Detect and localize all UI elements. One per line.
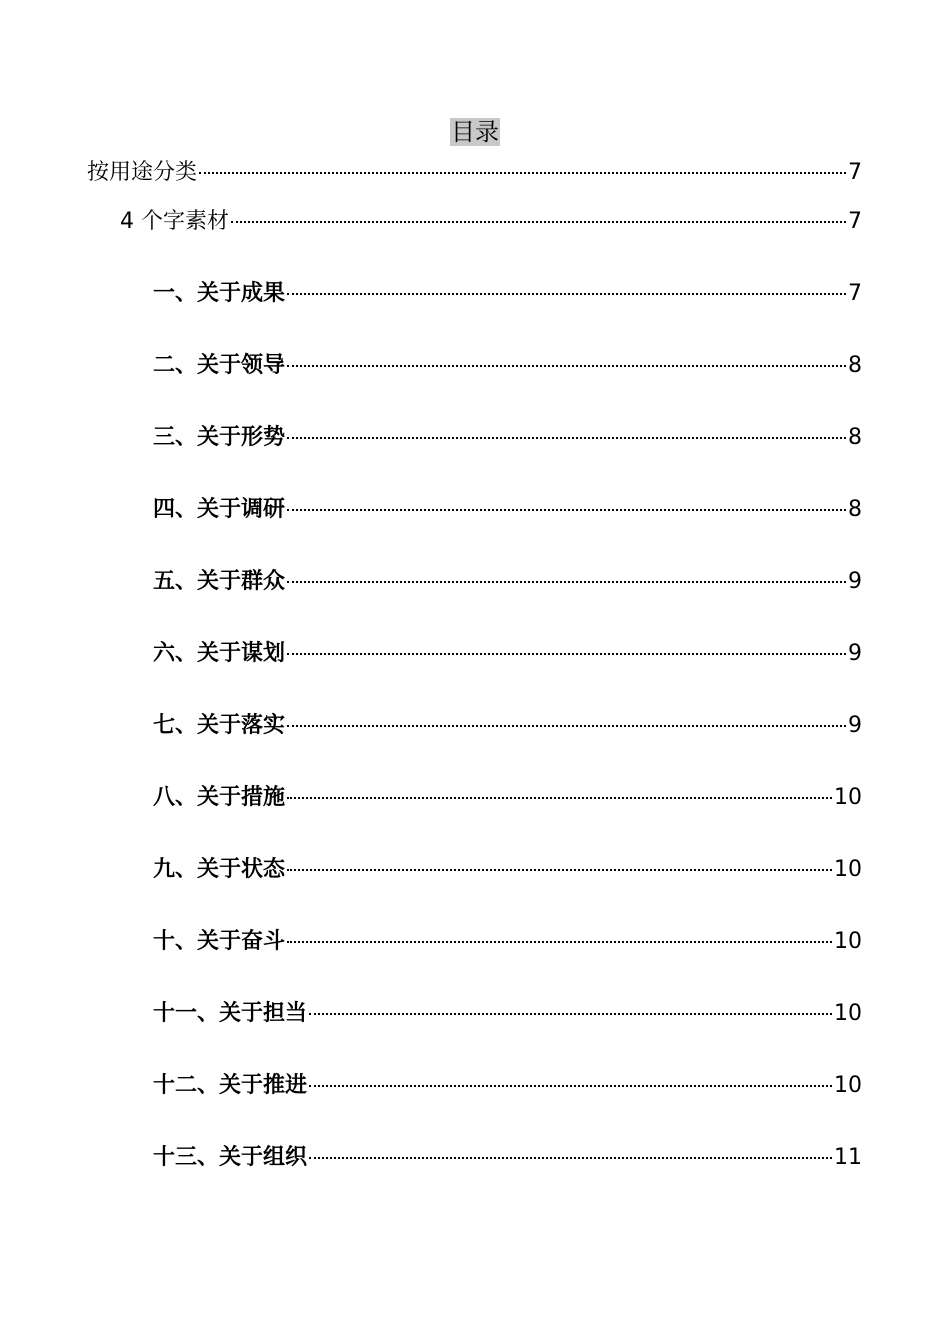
toc-entry-label: 十、关于奋斗 [153,929,286,954]
toc-entry-item[interactable] [153,495,862,525]
toc-page-number: 9 [848,713,862,738]
toc-entry-label: 一、关于成果 [153,281,286,306]
toc-title-text: 目录 [451,118,499,146]
toc-page-number: 10 [834,785,862,810]
toc-entry-item[interactable] [153,711,862,741]
toc-leader-dots [287,797,832,799]
toc-entry-category[interactable] [87,158,862,188]
toc-leader-dots [287,653,846,655]
toc-entry-label: 六、关于谋划 [153,641,286,666]
toc-entry-item[interactable] [153,1071,862,1101]
toc-page-number: 8 [848,497,862,522]
toc-title [0,116,950,148]
toc-page-number: 8 [848,353,862,378]
toc-leader-dots [287,437,846,439]
toc-entry-item[interactable] [153,783,862,813]
toc-entry-item[interactable] [153,423,862,453]
toc-leader-dots [287,941,832,943]
toc-entry-label: 按用途分类 [87,160,198,185]
toc-page-number: 10 [834,1073,862,1098]
toc-leader-dots [287,509,846,511]
toc-leader-dots [309,1157,832,1159]
toc-entry-item[interactable] [153,1143,862,1173]
toc-leader-dots [309,1085,832,1087]
toc-entry-item[interactable] [153,567,862,597]
toc-leader-dots [287,365,846,367]
toc-entry-label: 四、关于调研 [153,497,286,522]
toc-entry-label: 4 个字素材 [120,209,229,234]
toc-page-number: 10 [834,1001,862,1026]
toc-page-number: 7 [848,160,862,185]
toc-entry-item[interactable] [153,855,862,885]
toc-entry-label: 九、关于状态 [153,857,286,882]
toc-leader-dots [309,1013,832,1015]
toc-entry-label: 八、关于措施 [153,785,286,810]
toc-page-number: 9 [848,569,862,594]
toc-entry-item[interactable] [153,999,862,1029]
toc-page-number: 7 [848,281,862,306]
toc-entry-label: 五、关于群众 [153,569,286,594]
toc-entry-item[interactable] [153,639,862,669]
toc-entry-item[interactable] [153,351,862,381]
toc-leader-dots [199,172,846,174]
toc-entry-label: 三、关于形势 [153,425,286,450]
toc-leader-dots [287,725,846,727]
toc-entry-label: 十一、关于担当 [153,1001,308,1026]
toc-entry-label: 七、关于落实 [153,713,286,738]
toc-entry-section[interactable] [120,207,862,237]
toc-leader-dots [287,869,832,871]
toc-page-number: 9 [848,641,862,666]
toc-entry-label: 二、关于领导 [153,353,286,378]
toc-entry-label: 十二、关于推进 [153,1073,308,1098]
toc-entry-item[interactable] [153,927,862,957]
toc-page-number: 7 [848,209,862,234]
toc-page-number: 10 [834,929,862,954]
toc-entry-item[interactable] [153,279,862,309]
toc-page-number: 11 [834,1145,862,1170]
toc-leader-dots [287,581,846,583]
toc-leader-dots [231,221,846,223]
toc-entry-label: 十三、关于组织 [153,1145,308,1170]
toc-leader-dots [287,293,846,295]
toc-page-number: 10 [834,857,862,882]
toc-page-number: 8 [848,425,862,450]
